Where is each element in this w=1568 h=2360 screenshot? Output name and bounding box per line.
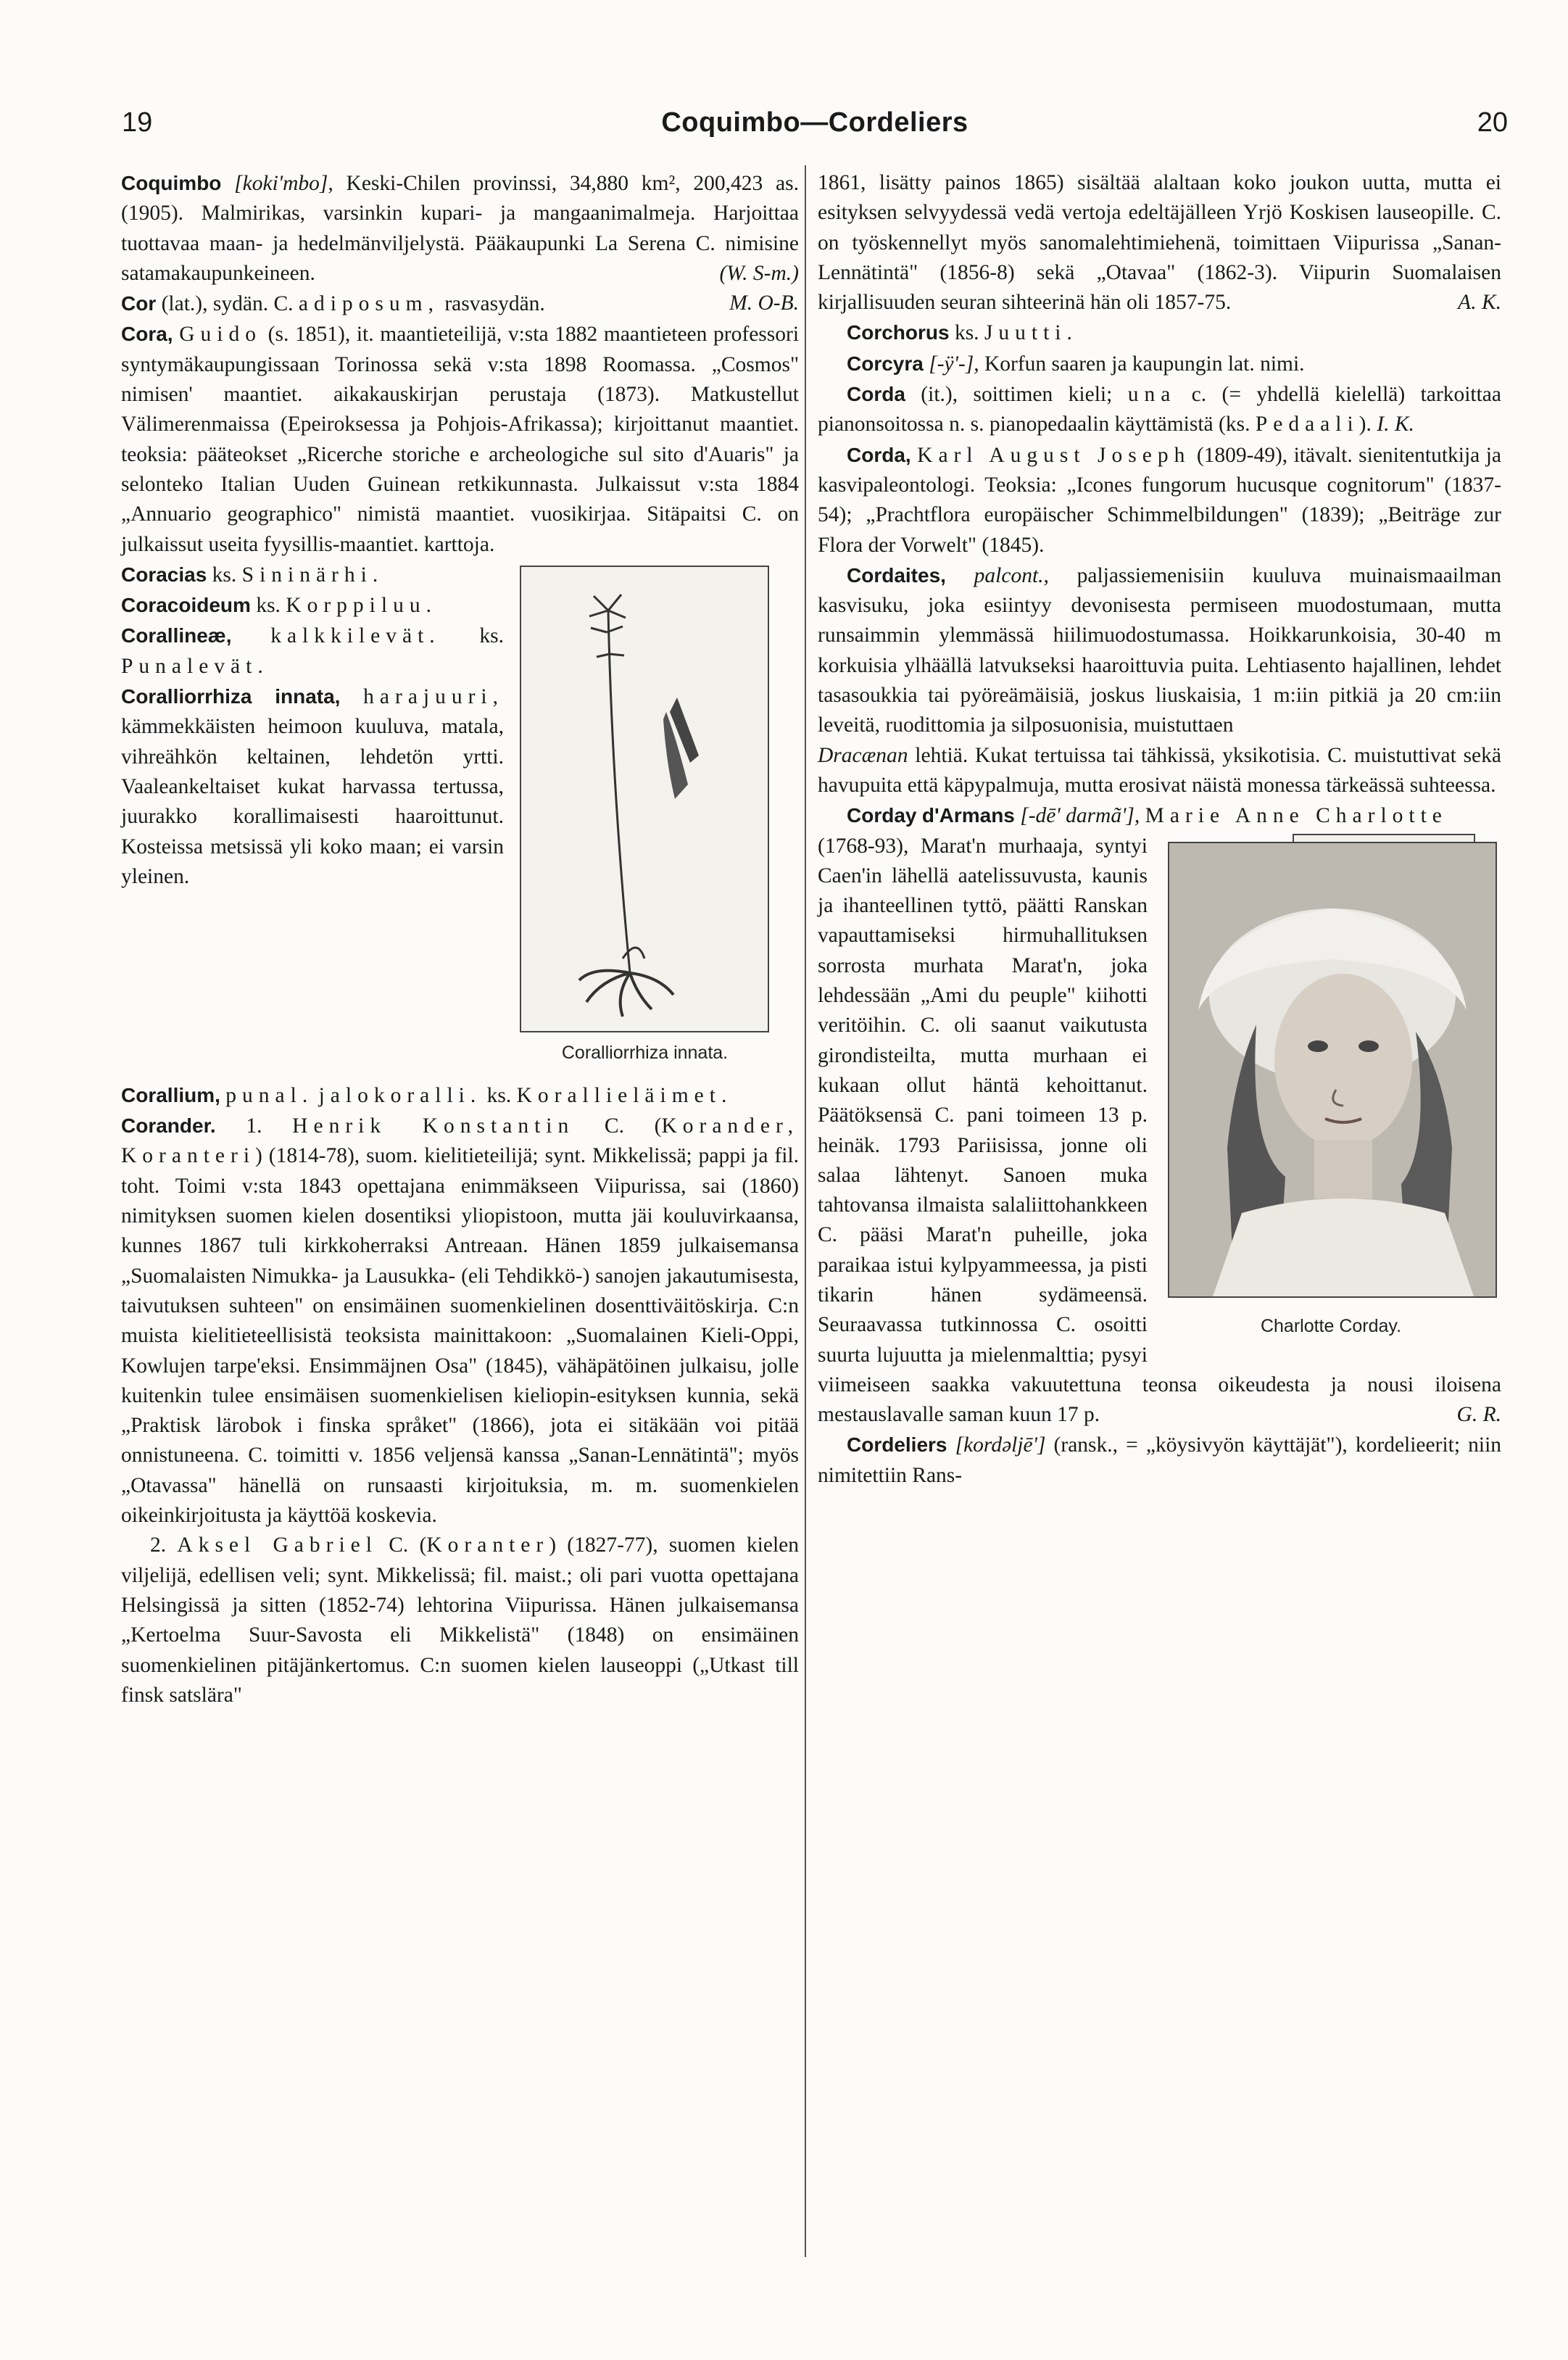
spaced-term: Punalevät. bbox=[121, 654, 269, 678]
entry-text: (ransk., = „köysivyön käyttäjät"), kordelieerit; niin nimitettiin Rans- bbox=[818, 1433, 1502, 1487]
entry-cora bbox=[121, 319, 799, 559]
right-page-number: 20 bbox=[1477, 107, 1508, 138]
spaced-term: Karl August Joseph bbox=[917, 443, 1191, 467]
headword: Corcyra bbox=[847, 352, 924, 375]
entry-text: (1768-93), Marat'n murhaaja, syntyi Caen'in lähellä aatelissuvusta, kaunis ja ihanteellinen tyttö, päätti Ranskan vapauttamiseksi hirmuhallituksen sorrosta murhata Marat'n, joka lehdessään „Ami du peuple" kiihotti veritöihin. C. oli saanut vaikutusta girondisteilta, mutta murhaan ei kukaan ollut häntä kehoittanut. Päätöksensä C. pani toimeen 13 p. heinäk. 1793 Pariisissa, jonne oli salaa lähtenyt. Sanoen muka tahtovansa ilmaista salaliittohankkeen C. pääsi Marat'n puheille, joka paraikaa istui kylpyammeessa, ja pisti tikarin hänen sydämeensä. Seuraavassa tutkinnossa C. osoitti suurta lujuutta ja mielenmalttia; pysyi viimeiseen saakka vakuutettuna teonsa oikeudesta ja nousi iloisena mestauslavalle saman kuun 17 p. bbox=[818, 834, 1501, 1427]
left-page-number: 19 bbox=[122, 107, 153, 138]
portrait-icon bbox=[1169, 843, 1496, 1296]
headword: Corchorus bbox=[847, 321, 950, 344]
headword: Coquimbo bbox=[121, 172, 222, 194]
signature: M. O-B. bbox=[729, 291, 799, 315]
entry-text: 1. bbox=[246, 1114, 262, 1138]
figure-caption: Charlotte Corday. bbox=[1260, 1315, 1402, 1336]
entry-text: ks. bbox=[486, 1083, 512, 1107]
corallorhiza-illustration bbox=[520, 566, 769, 1032]
spaced-term: Guido bbox=[179, 323, 262, 347]
italic-term: Dracænan bbox=[818, 743, 908, 767]
entry-corander bbox=[121, 1111, 799, 1531]
figure-corallorhiza bbox=[520, 566, 799, 1080]
spaced-term: adiposum, bbox=[298, 292, 439, 316]
entry-text: ) (1827-77), suomen kielen viljelijä, edellisen veli; synt. Mikkelissä; fil. maist.; oli pari vuotta opettajana Helsingissä ja sitten (1852-74) lehtorina Viipurissa. Hänen julkaisemansa „Kertoelma Suur-Savosta eli Mikkelistä" (1848) on ensimäinen suomenkielinen pitäjänkertomus. C:n suomen kielen lauseoppi („Utkast till finsk satslära" bbox=[121, 1533, 799, 1707]
entry-number: 2. bbox=[150, 1533, 167, 1557]
spaced-term: Sininärhi. bbox=[241, 563, 384, 587]
pronunciation: [kordəljē'] bbox=[955, 1433, 1046, 1457]
headword: Corallineæ, bbox=[121, 624, 232, 647]
spaced-term: harajuuri, bbox=[363, 685, 505, 709]
spaced-term: Aksel Gabriel bbox=[177, 1533, 378, 1557]
spaced-term: jalokoralli. bbox=[318, 1083, 482, 1107]
entry-text: ks. bbox=[256, 594, 281, 618]
entry-text: C. ( bbox=[604, 1114, 662, 1138]
headword: Coracias bbox=[121, 563, 207, 586]
headword: Corday bbox=[847, 804, 917, 827]
signature: (W. S-m.) bbox=[719, 261, 799, 285]
entry-text: 1861, lisätty painos 1865) sisältää alaltaan koko joukon uutta, mutta ei esityksen selvyydessä vedä vertoja edeltäjälleen Yrjö Koskisen lauseopille. C. on työskennellyt myös sanomalehtimiehenä, toimittaen Viipurissa „Sanan-Lennätintä" (1856-8) sekä „Otavaa" (1862-3). Viipurin Suomalaisen kirjallisuuden seuran sihteerinä hän oli 1857-75. bbox=[818, 171, 1501, 315]
running-head: Coquimbo—Cordeliers bbox=[661, 107, 968, 138]
spaced-term: Juutti. bbox=[984, 321, 1078, 345]
headword: Cora, bbox=[121, 323, 173, 346]
figure-charlotte-corday bbox=[1161, 842, 1501, 1364]
headword: Coralliorrhiza bbox=[121, 685, 252, 708]
entry-corda bbox=[818, 379, 1501, 440]
figure-caption: Coralliorrhiza innata. bbox=[561, 1042, 729, 1063]
spaced-term: Marie Anne Charlotte bbox=[1145, 804, 1448, 828]
entry-text: (lat.), sydän. C. bbox=[161, 292, 294, 316]
field-abbreviation: palcont., bbox=[974, 563, 1049, 587]
spaced-term: Korander, Koranteri bbox=[121, 1114, 800, 1168]
charlotte-corday-portrait bbox=[1168, 842, 1497, 1298]
spaced-term: Korppiluu. bbox=[286, 594, 437, 618]
entry-text: (it.), soittimen kieli; bbox=[921, 383, 1113, 407]
pronunciation: [koki'mbo], bbox=[234, 172, 333, 195]
entry-text: kämmekkäisten heimoon kuuluva, matala, vihreähkön keltainen, lehdetön yrtti. Vaaleankeltaiset kukat harvassa tertussa, juurakko korallimaisesti haaroittunut. Kosteissa metsissä yli koko maan; ei varsin yleinen. bbox=[121, 715, 504, 888]
entry-text: ks. bbox=[479, 624, 505, 648]
entry-text: paljassiemenisiin kuuluva muinaismaailman kasvisuku, joka esiintyy devonisesta permiseen muodostumaan, mutta runsaimmin ylemmässä hiilimuodostumassa. Hoikkarunkoisia, 30-40 m korkuisia ylhäällä latvukseksi haaroittuvia puita. Lehtiasento hajallinen, lehdet tasasoukkia tai pyöreämäisiä, joskus liuskaisia, 1 m:iin pitkiä ja 20 cm:iin leveitä, ruodittomia ja silposuonisia, muistuttaen bbox=[818, 563, 1502, 737]
entry-text: ks. bbox=[954, 321, 979, 345]
spaced-term: kalkkilevät. bbox=[270, 624, 441, 648]
entry-coquimbo bbox=[121, 168, 799, 289]
signature: G. R. bbox=[1456, 1403, 1501, 1427]
entry-text: C. ( bbox=[389, 1533, 427, 1557]
spaced-term: Henrik Konstantin bbox=[292, 1114, 575, 1138]
entry-corchorus bbox=[818, 318, 1501, 348]
entry-cordaites-cont bbox=[818, 741, 1501, 801]
entry-text: Korfun saaren ja kaupungin lat. nimi. bbox=[984, 352, 1305, 376]
spaced-term: Pedaali bbox=[1255, 413, 1359, 436]
entry-text: ) (1814-78), suom. kielitieteilijä; synt. Mikkelissä; pappi ja fil. toht. Toimi v:sta 1843 opettajana enimmäkseen Viipurissa, sai (1860) nimityksen suomen kielen dosentiksi yliopistoon, mutta jäi kouluvirkaansa, kunnes 1867 tuli kirkkoherraksi Antreaan. Hänen 1859 julkaisemansa „Suomalaisten Nimukka- ja Lausukka- (eli Tehdikkö-) sanojen jakautumisesta, taivutuksen suhteen" on ensimäinen suomenkielinen dosenttiväitöskirja. C:n muista kielitieteellisistä teoksista mainittakoon: „Suomalainen Kieli-Oppi, Kowlujen tarpe'eksi. Ensimmäjnen Osa" (1845), vähäpätöinen julkaisu, jolle kuitenkin tulee ensimäisen suomenkielisen kieliopin-esityksen kunnia, sekä „Praktisk lärobok i finska språket" (1866), jota ei sitäkään voi pitää onnistuneena. C. toimitti v. 1856 veljensä kanssa „Sanan-Lennätintä"; myös „Otavassa" hänellä on runsaasti kirjoituksia, m. m. suomenkielen oikeinkirjoitusta ja käyttöä koskevia. bbox=[121, 1144, 799, 1528]
entry-corda-karl bbox=[818, 440, 1501, 560]
headword: Corda bbox=[847, 383, 905, 406]
entry-text: (s. 1851), it. maantieteilijä, v:sta 1882 maantieteen professori syntymäkaupungissaan Torinossa sekä v:sta 1898 Roomassa. „Cosmos" nimisen' maantiet. aikakauskirjan perustaja (1873). Matkustellut Välimerenmaissa (Epeiroksessa ja Pohjois-Afrikassa); kirjoittanut maantiet. teoksia: pääteokset „Ricerche storiche e archeologiche sul sito d'Auaris" ja selonteko Italian Uuden Guinean retkikunnasta. Julkaissut v:sta 1884 „Annuario geographico" nimistä maantiet. vuosikirjaa. Sitäpaitsi C. on julkaissut useita fyysillis-maantiet. karttoja. bbox=[121, 323, 800, 556]
entry-cordeliers bbox=[818, 1430, 1501, 1491]
headword: Cordeliers bbox=[847, 1433, 947, 1457]
entry-cordaites bbox=[818, 560, 1501, 741]
right-column bbox=[818, 168, 1501, 1491]
entry-continuation bbox=[818, 168, 1501, 318]
entry-aksel-corander bbox=[121, 1531, 799, 1710]
headword: Coracoideum bbox=[121, 594, 251, 617]
spaced-term: Koranter bbox=[426, 1533, 549, 1557]
headword: Corallium, bbox=[121, 1083, 220, 1106]
entry-text: c. (= yhdellä kielellä) tarkoittaa pianonsoitossa n. s. pianopedaalin käyttämistä (ks. bbox=[818, 383, 1501, 436]
signature: I. K. bbox=[1377, 413, 1414, 436]
left-column bbox=[121, 168, 799, 1710]
headword: d'Armans bbox=[921, 804, 1015, 827]
entry-corcyra bbox=[818, 349, 1501, 379]
orchid-drawing-icon bbox=[521, 567, 768, 1031]
entry-corallium bbox=[121, 1080, 799, 1111]
pronunciation: [-ÿ'-], bbox=[929, 352, 979, 376]
entry-text: ). bbox=[1358, 413, 1372, 436]
entry-text: rasvasydän. bbox=[444, 292, 545, 316]
page-header bbox=[122, 107, 1508, 151]
headword: innata, bbox=[275, 685, 341, 708]
signature: A. K. bbox=[1458, 291, 1501, 315]
entry-cor bbox=[121, 289, 799, 319]
spaced-term: punal. bbox=[225, 1083, 314, 1107]
headword: Cor bbox=[121, 292, 157, 315]
entry-corday bbox=[818, 800, 1501, 831]
entry-text: ks. bbox=[212, 563, 237, 587]
entry-text: Keski-Chilen provinssi, 34,880 km², 200,423 as. (1905). Malmirikas, varsinkin kupari- ja mangaanimalmeja. Harjoittaa tuottavaa maan- ja hedelmänviljelystä. Pääkaupunki La Serena C. nimisine satamakaupunkeineen. bbox=[121, 172, 799, 285]
spaced-term: una bbox=[1127, 383, 1177, 407]
headword: Corander. bbox=[121, 1114, 216, 1138]
headword: Corda, bbox=[847, 443, 911, 466]
column-divider bbox=[805, 165, 806, 2257]
spaced-term: Korallieläimet. bbox=[516, 1083, 733, 1107]
headword: Cordaites, bbox=[847, 563, 946, 587]
entry-text: lehtiä. Kukat tertuissa tai tähkissä, yksikotisia. C. muistuttivat sekä havupuita että käpypalmuja, mutta erosivat näistä monessa tärkeässä suhteessa. bbox=[818, 743, 1501, 797]
entry-text: (1809-49), itävalt. sienitentutkija ja kasvipaleontologi. Teoksia: „Icones fungorum hucusque cognitorum" (1837-54); „Prachtflora europäischer Schimmelbildungen" (1839); „Beiträge zur Flora der Vorwelt" (1845). bbox=[818, 443, 1502, 557]
pronunciation: [-dē' darmã'], bbox=[1020, 804, 1140, 828]
